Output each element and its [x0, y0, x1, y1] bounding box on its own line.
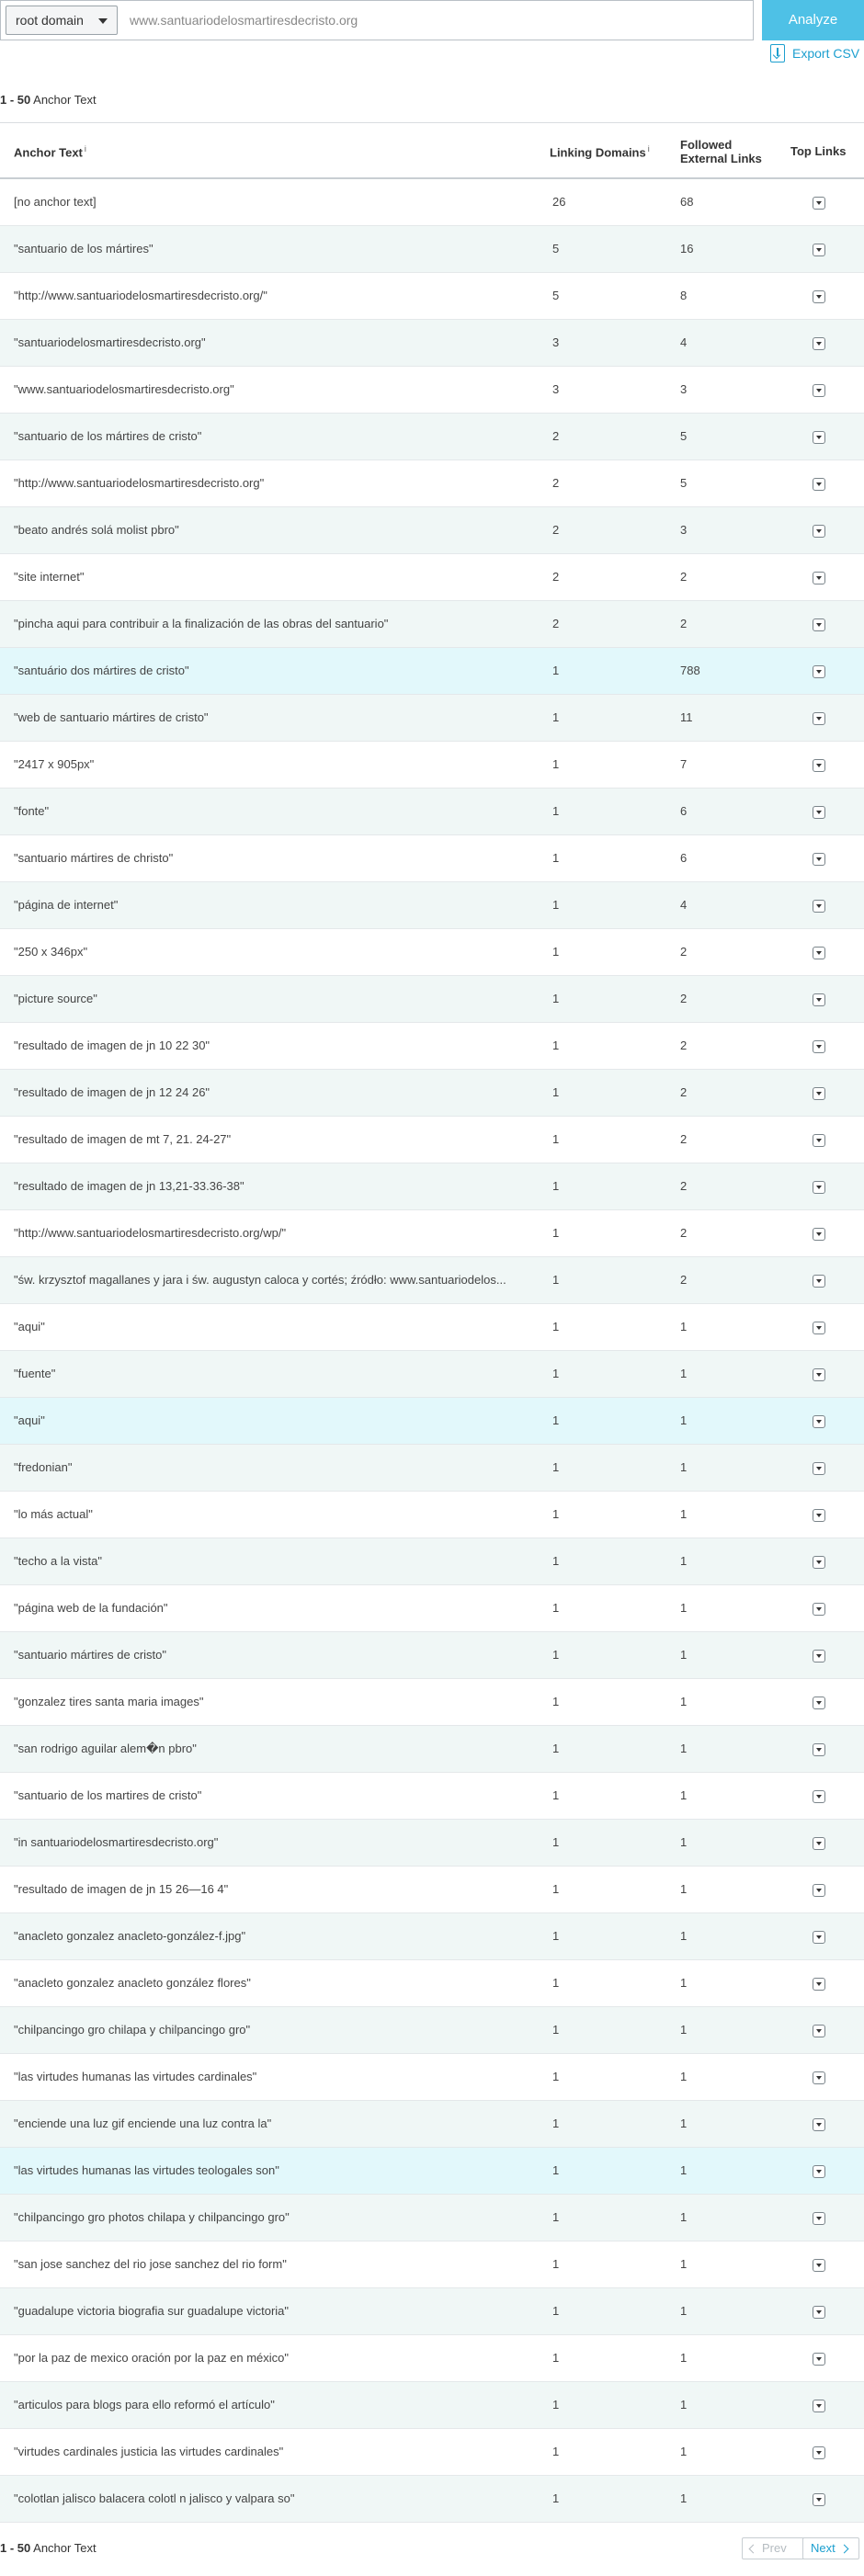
table-row	[0, 2148, 864, 2195]
table-row	[0, 1070, 864, 1117]
followed-links-cell: 2	[680, 1085, 688, 1099]
expand-top-links-icon[interactable]	[813, 993, 825, 1006]
expand-top-links-icon[interactable]	[813, 1650, 825, 1662]
followed-links-cell: 11	[680, 710, 693, 724]
expand-top-links-icon[interactable]	[813, 2446, 825, 2459]
expand-top-links-icon[interactable]	[813, 1837, 825, 1850]
followed-links-cell: 1	[680, 1601, 688, 1615]
linking-domains-cell: 2	[552, 570, 560, 584]
linking-domains-cell: 1	[552, 2304, 560, 2318]
anchor-text-cell: "san rodrigo aguilar alem�n pbro"	[14, 1742, 197, 1755]
export-csv-label: Export CSV	[792, 46, 860, 61]
followed-links-cell: 1	[680, 2491, 688, 2505]
anchor-text-cell: "santuariodelosmartiresdecristo.org"	[14, 335, 206, 349]
expand-top-links-icon[interactable]	[813, 2212, 825, 2225]
anchor-text-table	[0, 122, 864, 2523]
followed-links-cell: 1	[680, 2210, 688, 2224]
expand-top-links-icon[interactable]	[813, 1978, 825, 1991]
followed-links-cell: 1	[680, 1554, 688, 1568]
anchor-text-cell: "http://www.santuariodelosmartiresdecristo.org/"	[14, 289, 267, 302]
expand-top-links-icon[interactable]	[813, 1743, 825, 1756]
results-range-label: Anchor Text	[33, 2541, 97, 2555]
anchor-text-cell: "página web de la fundación"	[14, 1601, 168, 1615]
followed-links-cell: 4	[680, 898, 688, 912]
table-row	[0, 789, 864, 835]
table-row	[0, 367, 864, 414]
export-csv-link[interactable]	[770, 43, 859, 63]
anchor-text-cell: "aqui"	[14, 1413, 45, 1427]
anchor-text-cell: "fredonian"	[14, 1460, 73, 1474]
results-range-count: 1 - 50	[0, 93, 31, 107]
linking-domains-cell: 1	[552, 1976, 560, 1990]
anchor-text-cell: "resultado de imagen de jn 12 24 26"	[14, 1085, 210, 1099]
followed-links-cell: 2	[680, 570, 688, 584]
linking-domains-cell: 1	[552, 2023, 560, 2037]
table-row	[0, 1163, 864, 1210]
table-row	[0, 1820, 864, 1867]
anchor-text-cell: "enciende una luz gif enciende una luz contra la"	[14, 2116, 272, 2130]
expand-top-links-icon[interactable]	[813, 759, 825, 772]
table-row	[0, 929, 864, 976]
scope-select-label: root domain	[16, 13, 84, 28]
expand-top-links-icon[interactable]	[813, 712, 825, 725]
anchor-text-cell: "anacleto gonzalez anacleto gonzález flores"	[14, 1976, 251, 1990]
anchor-text-cell: "las virtudes humanas las virtudes cardinales"	[14, 2070, 257, 2083]
table-row	[0, 1726, 864, 1773]
followed-links-cell: 1	[680, 2070, 688, 2083]
info-icon[interactable]: i	[647, 144, 650, 153]
anchor-text-cell: [no anchor text]	[14, 195, 97, 209]
anchor-text-cell: "picture source"	[14, 992, 97, 1005]
anchor-text-cell: "gonzalez tires santa maria images"	[14, 1695, 204, 1708]
followed-links-cell: 7	[680, 757, 688, 771]
linking-domains-cell: 1	[552, 2445, 560, 2458]
followed-links-cell: 788	[680, 664, 700, 677]
linking-domains-cell: 1	[552, 2070, 560, 2083]
expand-top-links-icon[interactable]	[813, 1462, 825, 1475]
anchor-text-cell: "lo más actual"	[14, 1507, 93, 1521]
table-row	[0, 1773, 864, 1820]
linking-domains-cell: 1	[552, 1320, 560, 1333]
followed-links-cell: 2	[680, 992, 688, 1005]
scope-select[interactable]	[6, 6, 118, 35]
expand-top-links-icon[interactable]	[813, 1275, 825, 1288]
linking-domains-cell: 1	[552, 1367, 560, 1380]
followed-links-cell: 1	[680, 2398, 688, 2411]
followed-links-cell: 1	[680, 2351, 688, 2365]
followed-links-cell: 5	[680, 429, 688, 443]
linking-domains-cell: 1	[552, 1460, 560, 1474]
linking-domains-cell: 1	[552, 2116, 560, 2130]
followed-links-cell: 5	[680, 476, 688, 490]
expand-top-links-icon[interactable]	[813, 1509, 825, 1522]
anchor-text-cell: "anacleto gonzalez anacleto-gonzález-f.jpg"	[14, 1929, 246, 1943]
expand-top-links-icon[interactable]	[813, 2400, 825, 2412]
table-row	[0, 1492, 864, 1538]
followed-links-cell: 2	[680, 1273, 688, 1287]
followed-links-cell: 2	[680, 1038, 688, 1052]
linking-domains-cell: 3	[552, 335, 560, 349]
anchor-text-cell: "santuario de los martires de cristo"	[14, 1788, 202, 1802]
anchor-text-cell: "resultado de imagen de mt 7, 21. 24-27"	[14, 1132, 232, 1146]
expand-top-links-icon[interactable]	[813, 2259, 825, 2272]
column-header-followed-line2: External Links	[680, 152, 762, 165]
anchor-text-cell: "beato andrés solá molist pbro"	[14, 523, 179, 537]
table-row	[0, 1867, 864, 1913]
expand-top-links-icon[interactable]	[813, 900, 825, 913]
linking-domains-cell: 1	[552, 1132, 560, 1146]
table-row	[0, 2382, 864, 2429]
linking-domains-cell: 1	[552, 1554, 560, 1568]
followed-links-cell: 1	[680, 1835, 688, 1849]
expand-top-links-icon[interactable]	[813, 806, 825, 819]
followed-links-cell: 1	[680, 1507, 688, 1521]
followed-links-cell: 1	[680, 1742, 688, 1755]
search-bar	[0, 0, 864, 40]
table-row	[0, 460, 864, 507]
table-row	[0, 1679, 864, 1726]
table-row	[0, 273, 864, 320]
anchor-text-cell: "santuario mártires de cristo"	[14, 1648, 167, 1662]
linking-domains-cell: 1	[552, 945, 560, 959]
table-row	[0, 601, 864, 648]
followed-links-cell: 16	[680, 242, 694, 255]
linking-domains-cell: 1	[552, 1507, 560, 1521]
expand-top-links-icon[interactable]	[813, 2493, 825, 2506]
download-icon	[770, 44, 785, 62]
expand-top-links-icon[interactable]	[813, 337, 825, 350]
linking-domains-cell: 1	[552, 1601, 560, 1615]
linking-domains-cell: 1	[552, 1648, 560, 1662]
anchor-text-cell: "250 x 346px"	[14, 945, 88, 959]
anchor-text-cell: "santuário dos mártires de cristo"	[14, 664, 189, 677]
linking-domains-cell: 1	[552, 2257, 560, 2271]
table-row	[0, 882, 864, 929]
anchor-text-cell: "2417 x 905px"	[14, 757, 95, 771]
followed-links-cell: 1	[680, 1788, 688, 1802]
table-row	[0, 2007, 864, 2054]
anchor-text-cell: "fonte"	[14, 804, 50, 818]
followed-links-cell: 1	[680, 1320, 688, 1333]
table-row	[0, 1445, 864, 1492]
linking-domains-cell: 1	[552, 1273, 560, 1287]
linking-domains-cell: 1	[552, 2163, 560, 2177]
search-box	[0, 0, 754, 40]
expand-top-links-icon[interactable]	[813, 853, 825, 866]
table-row	[0, 414, 864, 460]
prev-page-label: Prev	[762, 2541, 787, 2555]
chevron-down-icon	[98, 18, 108, 24]
table-row	[0, 648, 864, 695]
followed-links-cell: 1	[680, 2163, 688, 2177]
table-row	[0, 2429, 864, 2476]
anchor-text-cell: "santuario de los mártires de cristo"	[14, 429, 202, 443]
expand-top-links-icon[interactable]	[813, 572, 825, 584]
expand-top-links-icon[interactable]	[813, 1697, 825, 1709]
anchor-text-cell: "articulos para blogs para ello reformó el artículo"	[14, 2398, 275, 2411]
table-row	[0, 320, 864, 367]
expand-top-links-icon[interactable]	[813, 1322, 825, 1334]
results-range-count: 1 - 50	[0, 2541, 31, 2555]
followed-links-cell: 2	[680, 1132, 688, 1146]
followed-links-cell: 1	[680, 1929, 688, 1943]
table-row	[0, 1538, 864, 1585]
linking-domains-cell: 26	[552, 195, 566, 209]
followed-links-cell: 3	[680, 382, 688, 396]
followed-links-cell: 1	[680, 2257, 688, 2271]
expand-top-links-icon[interactable]	[813, 244, 825, 256]
table-row	[0, 2335, 864, 2382]
linking-domains-cell: 2	[552, 617, 560, 630]
linking-domains-cell: 1	[552, 2210, 560, 2224]
anchor-text-cell: "virtudes cardinales justicia las virtudes cardinales"	[14, 2445, 284, 2458]
expand-top-links-icon[interactable]	[813, 1556, 825, 1569]
anchor-text-cell: "pincha aqui para contribuir a la finalización de las obras del santuario"	[14, 617, 389, 630]
anchor-text-cell: "św. krzysztof magallanes y jara i św. augustyn caloca y cortés; źródło: www.santuariodelos...	[14, 1273, 506, 1287]
anchor-text-cell: "santuario mártires de christo"	[14, 851, 174, 865]
expand-top-links-icon[interactable]	[813, 2025, 825, 2037]
table-row	[0, 976, 864, 1023]
table-row	[0, 1304, 864, 1351]
anchor-text-cell: "chilpancingo gro photos chilapa y chilpancingo gro"	[14, 2210, 290, 2224]
linking-domains-cell: 1	[552, 2351, 560, 2365]
column-header-followed-external-links[interactable]	[680, 138, 762, 165]
anchor-text-cell: "web de santuario mártires de cristo"	[14, 710, 209, 724]
info-icon[interactable]: i	[84, 144, 86, 153]
column-header-anchor-text-label: Anchor Text	[14, 145, 83, 160]
table-row	[0, 2195, 864, 2241]
followed-links-cell: 2	[680, 945, 688, 959]
chevron-right-icon	[839, 2544, 848, 2553]
linking-domains-cell: 1	[552, 1882, 560, 1896]
table-row	[0, 1398, 864, 1445]
table-row	[0, 2054, 864, 2101]
table-row	[0, 1210, 864, 1257]
anchor-text-cell: "guadalupe victoria biografia sur guadalupe victoria"	[14, 2304, 290, 2318]
followed-links-cell: 4	[680, 335, 688, 349]
table-row	[0, 695, 864, 742]
followed-links-cell: 6	[680, 851, 688, 865]
linking-domains-cell: 1	[552, 1179, 560, 1193]
linking-domains-cell: 2	[552, 523, 560, 537]
followed-links-cell: 1	[680, 1976, 688, 1990]
url-input[interactable]	[130, 10, 736, 30]
column-header-linking-domains[interactable]	[550, 144, 650, 159]
linking-domains-cell: 1	[552, 1835, 560, 1849]
linking-domains-cell: 5	[552, 242, 560, 255]
expand-top-links-icon[interactable]	[813, 431, 825, 444]
linking-domains-cell: 1	[552, 851, 560, 865]
table-row	[0, 1585, 864, 1632]
anchor-text-cell: "http://www.santuariodelosmartiresdecristo.org"	[14, 476, 265, 490]
anchor-text-cell: "página de internet"	[14, 898, 119, 912]
linking-domains-cell: 3	[552, 382, 560, 396]
anchor-text-cell: "las virtudes humanas las virtudes teologales son"	[14, 2163, 279, 2177]
linking-domains-cell: 1	[552, 992, 560, 1005]
anchor-text-cell: "resultado de imagen de jn 15 26—16 4"	[14, 1882, 229, 1896]
expand-top-links-icon[interactable]	[813, 290, 825, 303]
followed-links-cell: 3	[680, 523, 688, 537]
expand-top-links-icon[interactable]	[813, 2306, 825, 2319]
followed-links-cell: 1	[680, 1882, 688, 1896]
followed-links-cell: 6	[680, 804, 688, 818]
linking-domains-cell: 1	[552, 710, 560, 724]
expand-top-links-icon[interactable]	[813, 1087, 825, 1100]
linking-domains-cell: 1	[552, 1085, 560, 1099]
table-row	[0, 742, 864, 789]
followed-links-cell: 68	[680, 195, 694, 209]
table-row	[0, 2241, 864, 2288]
expand-top-links-icon[interactable]	[813, 2071, 825, 2084]
expand-top-links-icon[interactable]	[813, 665, 825, 678]
table-row	[0, 554, 864, 601]
anchor-text-cell: "chilpancingo gro chilapa y chilpancingo gro"	[14, 2023, 251, 2037]
followed-links-cell: 1	[680, 1648, 688, 1662]
analyze-button[interactable]: Analyze	[762, 0, 864, 40]
anchor-text-cell: "in santuariodelosmartiresdecristo.org"	[14, 1835, 219, 1849]
anchor-text-cell: "techo a la vista"	[14, 1554, 102, 1568]
followed-links-cell: 1	[680, 2023, 688, 2037]
table-row	[0, 1117, 864, 1163]
followed-links-cell: 1	[680, 1460, 688, 1474]
results-range-footer	[0, 2541, 97, 2555]
table-row	[0, 2101, 864, 2148]
anchor-text-cell: "resultado de imagen de jn 10 22 30"	[14, 1038, 210, 1052]
followed-links-cell: 1	[680, 2445, 688, 2458]
table-row	[0, 1351, 864, 1398]
expand-top-links-icon[interactable]	[813, 1415, 825, 1428]
expand-top-links-icon[interactable]	[813, 384, 825, 397]
expand-top-links-icon[interactable]	[813, 1134, 825, 1147]
followed-links-cell: 2	[680, 1179, 688, 1193]
expand-top-links-icon[interactable]	[813, 1368, 825, 1381]
followed-links-cell: 8	[680, 289, 688, 302]
linking-domains-cell: 1	[552, 1038, 560, 1052]
expand-top-links-icon[interactable]	[813, 1181, 825, 1194]
followed-links-cell: 1	[680, 1367, 688, 1380]
followed-links-cell: 1	[680, 1413, 688, 1427]
anchor-text-cell: "http://www.santuariodelosmartiresdecristo.org/wp/"	[14, 1226, 287, 1240]
expand-top-links-icon[interactable]	[813, 947, 825, 959]
table-header	[0, 123, 864, 179]
linking-domains-cell: 1	[552, 1413, 560, 1427]
table-row	[0, 507, 864, 554]
chevron-left-icon	[749, 2544, 758, 2553]
linking-domains-cell: 2	[552, 476, 560, 490]
expand-top-links-icon[interactable]	[813, 2353, 825, 2366]
expand-top-links-icon[interactable]	[813, 1603, 825, 1616]
linking-domains-cell: 1	[552, 1226, 560, 1240]
table-row	[0, 2476, 864, 2523]
followed-links-cell: 1	[680, 1695, 688, 1708]
expand-top-links-icon[interactable]	[813, 1040, 825, 1053]
expand-top-links-icon[interactable]	[813, 478, 825, 491]
table-row	[0, 1913, 864, 1960]
linking-domains-cell: 1	[552, 757, 560, 771]
anchor-text-cell: "colotlan jalisco balacera colotl n jalisco y valpara so"	[14, 2491, 295, 2505]
linking-domains-cell: 1	[552, 898, 560, 912]
linking-domains-cell: 1	[552, 1742, 560, 1755]
next-page-button[interactable]	[802, 2537, 859, 2559]
expand-top-links-icon[interactable]	[813, 618, 825, 631]
linking-domains-cell: 1	[552, 664, 560, 677]
anchor-text-cell: "www.santuariodelosmartiresdecristo.org"	[14, 382, 234, 396]
table-row	[0, 1632, 864, 1679]
table-row	[0, 179, 864, 226]
linking-domains-cell: 5	[552, 289, 560, 302]
column-header-followed-line1: Followed	[680, 138, 733, 152]
table-row	[0, 1257, 864, 1304]
anchor-text-cell: "resultado de imagen de jn 13,21-33.36-38"	[14, 1179, 244, 1193]
expand-top-links-icon[interactable]	[813, 1790, 825, 1803]
results-range	[0, 93, 97, 107]
expand-top-links-icon[interactable]	[813, 525, 825, 538]
table-row	[0, 2288, 864, 2335]
followed-links-cell: 2	[680, 617, 688, 630]
followed-links-cell: 1	[680, 2304, 688, 2318]
expand-top-links-icon[interactable]	[813, 2118, 825, 2131]
linking-domains-cell: 1	[552, 1788, 560, 1802]
expand-top-links-icon[interactable]	[813, 1931, 825, 1944]
expand-top-links-icon[interactable]	[813, 2165, 825, 2178]
linking-domains-cell: 2	[552, 429, 560, 443]
linking-domains-cell: 1	[552, 1929, 560, 1943]
anchor-text-cell: "fuente"	[14, 1367, 56, 1380]
prev-page-button[interactable]	[742, 2537, 806, 2559]
followed-links-cell: 1	[680, 2116, 688, 2130]
linking-domains-cell: 1	[552, 2398, 560, 2411]
anchor-text-cell: "site internet"	[14, 570, 85, 584]
expand-top-links-icon[interactable]	[813, 1228, 825, 1241]
column-header-linking-domains-label: Linking Domains	[550, 145, 646, 160]
expand-top-links-icon[interactable]	[813, 197, 825, 210]
table-row	[0, 1960, 864, 2007]
anchor-text-cell: "san jose sanchez del rio jose sanchez del rio form"	[14, 2257, 287, 2271]
anchor-text-cell: "santuario de los mártires"	[14, 242, 153, 255]
table-body	[0, 179, 864, 2523]
table-row	[0, 835, 864, 882]
anchor-text-cell: "aqui"	[14, 1320, 45, 1333]
linking-domains-cell: 1	[552, 2491, 560, 2505]
column-header-anchor-text[interactable]	[14, 144, 86, 159]
table-row	[0, 226, 864, 273]
next-page-label: Next	[811, 2541, 836, 2555]
anchor-text-cell: "por la paz de mexico oración por la paz en méxico"	[14, 2351, 289, 2365]
table-row	[0, 1023, 864, 1070]
column-header-top-links: Top Links	[790, 144, 847, 158]
results-range-label: Anchor Text	[33, 93, 97, 107]
followed-links-cell: 2	[680, 1226, 688, 1240]
linking-domains-cell: 1	[552, 804, 560, 818]
expand-top-links-icon[interactable]	[813, 1884, 825, 1897]
linking-domains-cell: 1	[552, 1695, 560, 1708]
